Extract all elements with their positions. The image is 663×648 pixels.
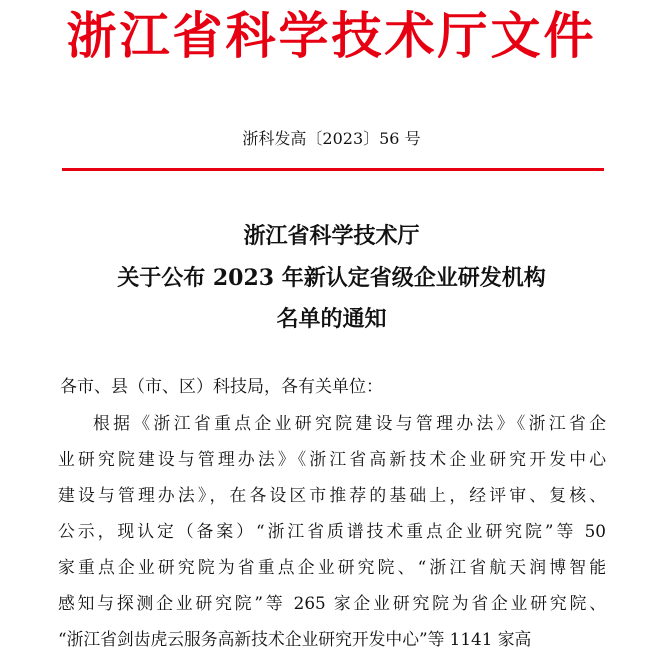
body-text-line: 建设与管理办法》，在各设区市推荐的基础上，经评审、复核、: [58, 485, 606, 505]
document-header-title: 浙江省科学技术厅文件: [66, 7, 597, 65]
notice-title-line: 名单的通知: [276, 306, 387, 332]
document-number: 浙科发高〔2023〕56 号: [242, 129, 421, 148]
body-text-line: 公示，现认定（备案）“浙江省质谱技术重点企业研究院”等 50: [58, 521, 606, 541]
body-text-line: 根据《浙江省重点企业研究院建设与管理办法》《浙江省企: [93, 413, 606, 433]
notice-title-line: 浙江省科学技术厅: [243, 223, 420, 249]
body-text-line: 感知与探测企业研究院”等 265 家企业研究院为省企业研究院、: [58, 593, 606, 613]
body-text-line: 家重点企业研究院为省重点企业研究院、“浙江省航天润博智能: [58, 557, 606, 577]
header-red-rule: [62, 168, 604, 171]
body-text-line: “浙江省剑齿虎云服务高新技术企业研究开发中心”等 1141 家高: [58, 629, 532, 648]
body-text-line: 业研究院建设与管理办法》《浙江省高新技术企业研究开发中心: [58, 449, 606, 469]
addressee-line: 各市、县（市、区）科技局，各有关单位：: [60, 377, 383, 397]
notice-title-line: 关于公布 2023 年新认定省级企业研发机构: [117, 265, 546, 291]
